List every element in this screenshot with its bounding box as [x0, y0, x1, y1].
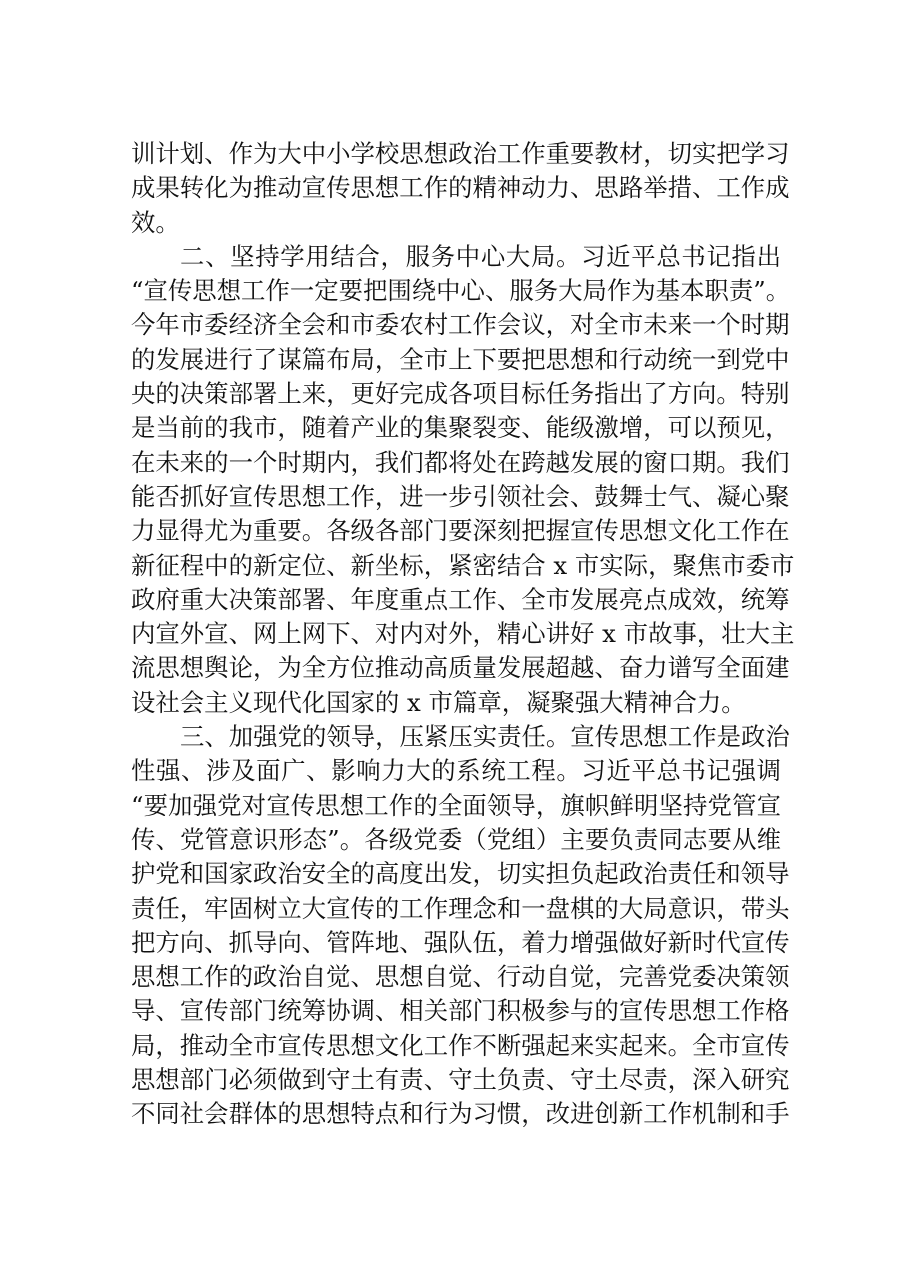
paragraph-3-line-3: “要加强党对宣传思想工作的全面领导，旗帜鲜明坚持党管宣 [131, 790, 781, 820]
paragraph-2-line-13: 流思想舆论，为全方位推动高质量发展超越、奋力谱写全面建 [131, 653, 790, 683]
paragraph-2-line-9: 力显得尤为重要。各级各部门要深刻把握宣传思想文化工作在 [131, 516, 790, 546]
paragraph-1-line-1: 训计划、作为大中小学校思想政治工作重要教材，切实把学习 [131, 139, 790, 168]
paragraph-3-line-1: 三、加强党的领导，压紧压实责任。宣传思想工作是政治 [180, 722, 790, 752]
paragraph-2-line-10: 新征程中的新定位、新坐标，紧密结合 x 市实际，聚焦市委市 [131, 550, 795, 580]
paragraph-2-line-3: 今年市委经济全会和市委农村工作会议，对全市未来一个时期 [131, 310, 790, 340]
paragraph-2-line-8: 能否抓好宣传思想工作，进一步引领社会、鼓舞士气、凝心聚 [131, 481, 790, 511]
paragraph-2-line-14: 设社会主义现代化国家的 x 市篇章，凝聚强大精神合力。 [131, 687, 746, 717]
paragraph-3-line-2: 性强、涉及面广、影响力大的系统工程。习近平总书记强调 [131, 756, 781, 786]
paragraph-2-line-6: 是当前的我市，随着产业的集聚裂变、能级激增，可以预见， [131, 413, 790, 443]
paragraph-3-line-12: 不同社会群体的思想特点和行为习惯，改进创新工作机制和手 [131, 1099, 790, 1129]
paragraph-2-line-11: 政府重大决策部署、年度重点工作、全市发展亮点成效，统筹 [131, 584, 790, 614]
paragraph-2-line-12: 内宣外宣、网上网下、对内对外，精心讲好 x 市故事，壮大主 [131, 619, 795, 649]
paragraph-2-line-2: “宣传思想工作一定要把围绕中心、服务大局作为基本职责”。 [131, 276, 791, 306]
paragraph-3-line-7: 把方向、抓导向、管阵地、强队伍，着力增强做好新时代宣传 [131, 927, 790, 957]
paragraph-3-line-6: 责任，牢固树立大宣传的工作理念和一盘棋的大局意识，带头 [131, 893, 790, 923]
paragraph-3-line-4: 传、党管意识形态”。各级党委（党组）主要负责同志要从维 [131, 824, 781, 854]
paragraph-3-line-8: 思想工作的政治自觉、思想自觉、行动自觉，完善党委决策领 [131, 962, 790, 992]
paragraph-1-line-3: 效。 [131, 207, 180, 237]
document-body [131, 137, 795, 1132]
paragraph-2-line-5: 央的决策部署上来，更好完成各项目标任务指出了方向。特别 [131, 379, 790, 409]
paragraph-3-line-11: 思想部门必须做到守土有责、守土负责、守土尽责，深入研究 [131, 1065, 790, 1095]
paragraph-2-line-1: 二、坚持学用结合，服务中心大局。习近平总书记指出 [180, 241, 781, 271]
paragraph-1-line-2: 成果转化为推动宣传思想工作的精神动力、思路举措、工作成 [131, 173, 790, 203]
paragraph-2-line-4: 的发展进行了谋篇布局，全市上下要把思想和行动统一到党中 [131, 344, 790, 374]
paragraph-2-line-7: 在未来的一个时期内，我们都将处在跨越发展的窗口期。我们 [131, 447, 790, 477]
paragraph-3-line-9: 导、宣传部门统筹协调、相关部门积极参与的宣传思想工作格 [131, 996, 790, 1026]
paragraph-3-line-10: 局，推动全市宣传思想文化工作不断强起来实起来。全市宣传 [131, 1030, 790, 1060]
paragraph-3-line-5: 护党和国家政治安全的高度出发，切实担负起政治责任和领导 [131, 859, 790, 889]
